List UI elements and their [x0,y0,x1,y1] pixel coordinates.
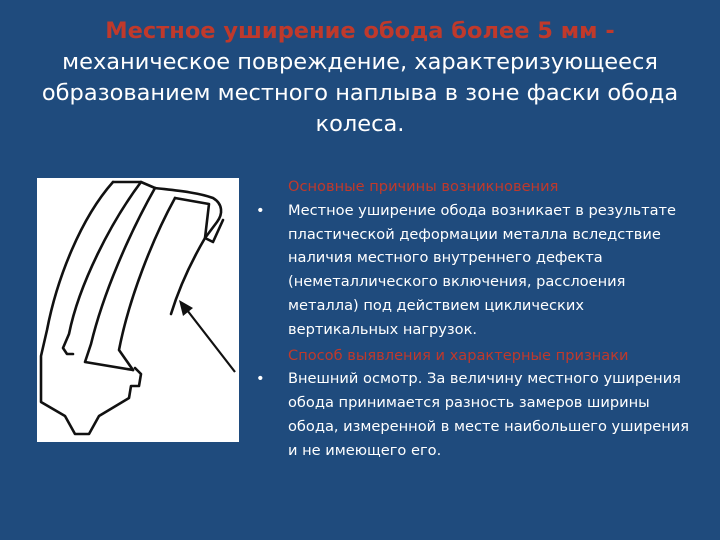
rim-top-edge [113,182,155,188]
wheel-rim-drawing [37,178,239,442]
title-highlight: Местное уширение обода более 5 мм - [105,18,615,44]
content-list [254,175,694,463]
rim-tread-right [119,198,175,370]
bullet-icon: • [256,370,265,388]
list-item-detection [254,367,694,462]
bullet-text-detection: Внешний осмотр. За величину местного уширения обода принимается разность замеров ширины обода, измеренной в месте наибольшего уширения и не имеющего его. [288,370,690,459]
section-heading-causes: Основные причины возникновения [288,178,559,195]
slide-title [30,16,690,140]
bullet-text-causes: Местное уширение обода возникает в результате пластической деформации металла вследствие наличия местного внутреннего дефекта (неметаллического включения, расслоения металла) под действием циклических вертикальных нагрузок. [288,201,676,338]
rim-outer-edge [41,182,141,434]
pointer-arrow [179,300,235,372]
wheel-rim-illustration [37,178,239,442]
title-text: механическое повреждение, характеризующееся образованием местного наплыва в зоне фаски обода колеса. [41,49,679,137]
bullet-icon: • [256,201,265,219]
list-item-causes [254,199,694,342]
section-heading-detection: Способ выявления и характерные признаки [288,346,629,364]
rim-flange-line [63,182,141,354]
rim-bulge-inner [171,198,209,314]
